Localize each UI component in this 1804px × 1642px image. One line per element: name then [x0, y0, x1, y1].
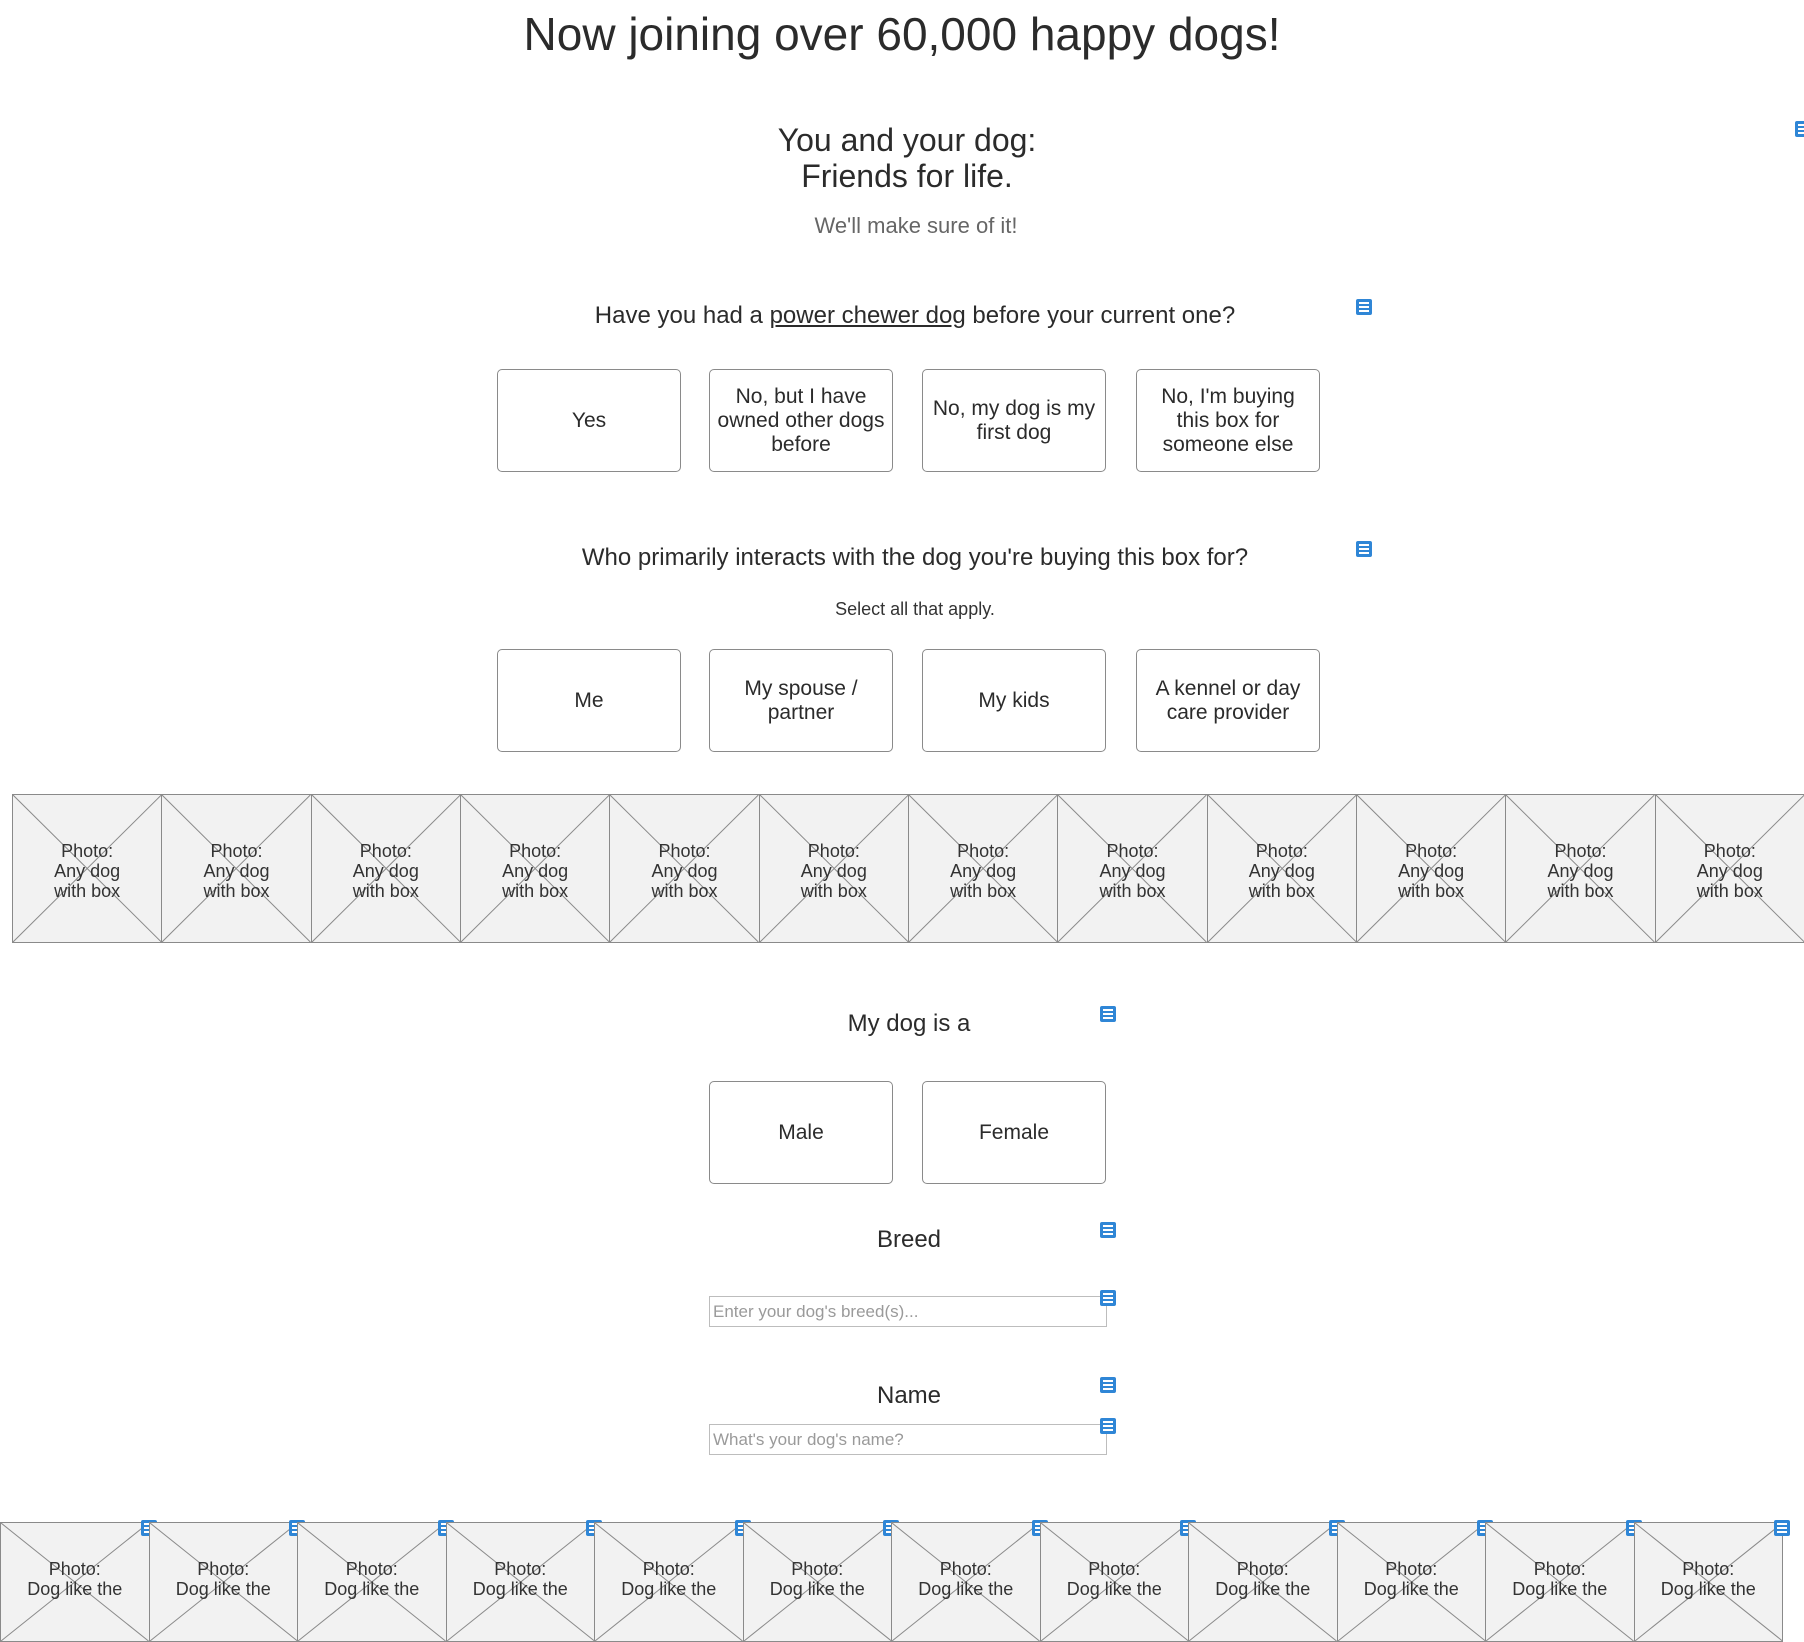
photo-label: Photo: Dog like the — [1512, 1559, 1608, 1599]
option-kids[interactable]: My kids — [922, 649, 1106, 752]
tagline-line-2: Friends for life. — [801, 158, 1013, 194]
photo-label: Photo: Any dog with box — [950, 841, 1017, 901]
photo-label: Photo: Dog like the — [324, 1559, 420, 1599]
question-prefix: Have you had a — [594, 302, 770, 329]
annotation-note-icon[interactable] — [1774, 1520, 1790, 1536]
breed-label: Breed — [876, 1226, 942, 1253]
breed-photo-placeholder — [1337, 1522, 1487, 1642]
breed-input[interactable] — [709, 1296, 1107, 1327]
annotation-note-icon[interactable] — [1356, 299, 1372, 315]
option-buying-for-someone[interactable]: No, I'm buying this box for someone else — [1136, 369, 1320, 472]
photo-label: Photo: Any dog with box — [1398, 841, 1465, 901]
photo-label: Photo: Any dog with box — [1248, 841, 1315, 901]
photo-label: Photo: Dog like the — [27, 1559, 123, 1599]
option-yes[interactable]: Yes — [497, 369, 681, 472]
annotation-note-icon[interactable] — [1100, 1006, 1116, 1022]
photo-label: Photo: Dog like the — [472, 1559, 568, 1599]
annotation-note-icon[interactable] — [1795, 121, 1804, 137]
question-power-chewer — [0, 302, 1804, 330]
photo-label: Photo: Any dog with box — [54, 841, 121, 901]
breed-photo-placeholder — [297, 1522, 447, 1642]
question-gender: My dog is a — [847, 1010, 971, 1037]
name-label: Name — [876, 1382, 942, 1409]
dog-photo-placeholder — [1207, 794, 1357, 943]
breed-photo-placeholder — [446, 1522, 596, 1642]
photo-label: Photo: Any dog with box — [502, 841, 569, 901]
breed-photo-placeholder — [1634, 1522, 1784, 1642]
name-input[interactable] — [709, 1424, 1107, 1455]
dog-photo-placeholder — [759, 794, 909, 943]
option-spouse-partner[interactable]: My spouse / partner — [709, 649, 893, 752]
photo-label: Photo: Any dog with box — [1696, 841, 1763, 901]
photo-label: Photo: Any dog with box — [1547, 841, 1614, 901]
power-chewer-link[interactable]: power chewer dog — [769, 302, 966, 329]
dog-photo-placeholder — [1505, 794, 1655, 943]
dog-photo-placeholder — [609, 794, 759, 943]
photo-label: Photo: Dog like the — [1066, 1559, 1162, 1599]
option-female[interactable]: Female — [922, 1081, 1106, 1184]
photo-label: Photo: Dog like the — [621, 1559, 717, 1599]
photo-label: Photo: Dog like the — [175, 1559, 271, 1599]
page-title: Now joining over 60,000 happy dogs! — [523, 8, 1281, 60]
photo-carousel-breed — [0, 1522, 1804, 1599]
photo-label: Photo: Any dog with box — [352, 841, 419, 901]
option-me[interactable]: Me — [497, 649, 681, 752]
dog-photo-placeholder — [1356, 794, 1506, 943]
annotation-note-icon[interactable] — [1356, 541, 1372, 557]
subtagline: We'll make sure of it! — [814, 213, 1018, 238]
breed-photo-placeholder — [891, 1522, 1041, 1642]
question-who-interacts: Who primarily interacts with the dog you're buying this box for? — [581, 544, 1249, 571]
breed-photo-placeholder — [1188, 1522, 1338, 1642]
dog-photo-placeholder — [311, 794, 461, 943]
tagline-line-1: You and your dog: — [777, 122, 1037, 158]
breed-photo-placeholder — [1485, 1522, 1635, 1642]
option-owned-other-dogs[interactable]: No, but I have owned other dogs before — [709, 369, 893, 472]
photo-label: Photo: Dog like the — [769, 1559, 865, 1599]
breed-photo-placeholder — [0, 1522, 150, 1642]
photo-label: Photo: Dog like the — [918, 1559, 1014, 1599]
dog-photo-placeholder — [1655, 794, 1804, 943]
option-first-dog[interactable]: No, my dog is my first dog — [922, 369, 1106, 472]
photo-label: Photo: Any dog with box — [800, 841, 867, 901]
dog-photo-placeholder — [1057, 794, 1207, 943]
breed-photo-placeholder — [1040, 1522, 1190, 1642]
question-suffix: before your current one? — [965, 302, 1236, 329]
breed-photo-placeholder — [149, 1522, 299, 1642]
dog-photo-placeholder — [161, 794, 311, 943]
photo-label: Photo: Any dog with box — [1099, 841, 1166, 901]
photo-label: Photo: Any dog with box — [651, 841, 718, 901]
photo-carousel — [12, 794, 1804, 944]
breed-photo-placeholder — [594, 1522, 744, 1642]
photo-label: Photo: Dog like the — [1363, 1559, 1459, 1599]
breed-photo-placeholder — [743, 1522, 893, 1642]
option-kennel-daycare[interactable]: A kennel or day care provider — [1136, 649, 1320, 752]
photo-label: Photo: Dog like the — [1660, 1559, 1756, 1599]
annotation-note-icon[interactable] — [1100, 1377, 1116, 1393]
select-all-hint: Select all that apply. — [835, 599, 995, 619]
annotation-note-icon[interactable] — [1100, 1222, 1116, 1238]
photo-label: Photo: Dog like the — [1215, 1559, 1311, 1599]
dog-photo-placeholder — [460, 794, 610, 943]
annotation-note-icon[interactable] — [1100, 1290, 1116, 1306]
annotation-note-icon[interactable] — [1100, 1418, 1116, 1434]
tagline — [0, 122, 1804, 194]
option-male[interactable]: Male — [709, 1081, 893, 1184]
dog-photo-placeholder — [12, 794, 162, 943]
dog-photo-placeholder — [908, 794, 1058, 943]
photo-label: Photo: Any dog with box — [203, 841, 270, 901]
